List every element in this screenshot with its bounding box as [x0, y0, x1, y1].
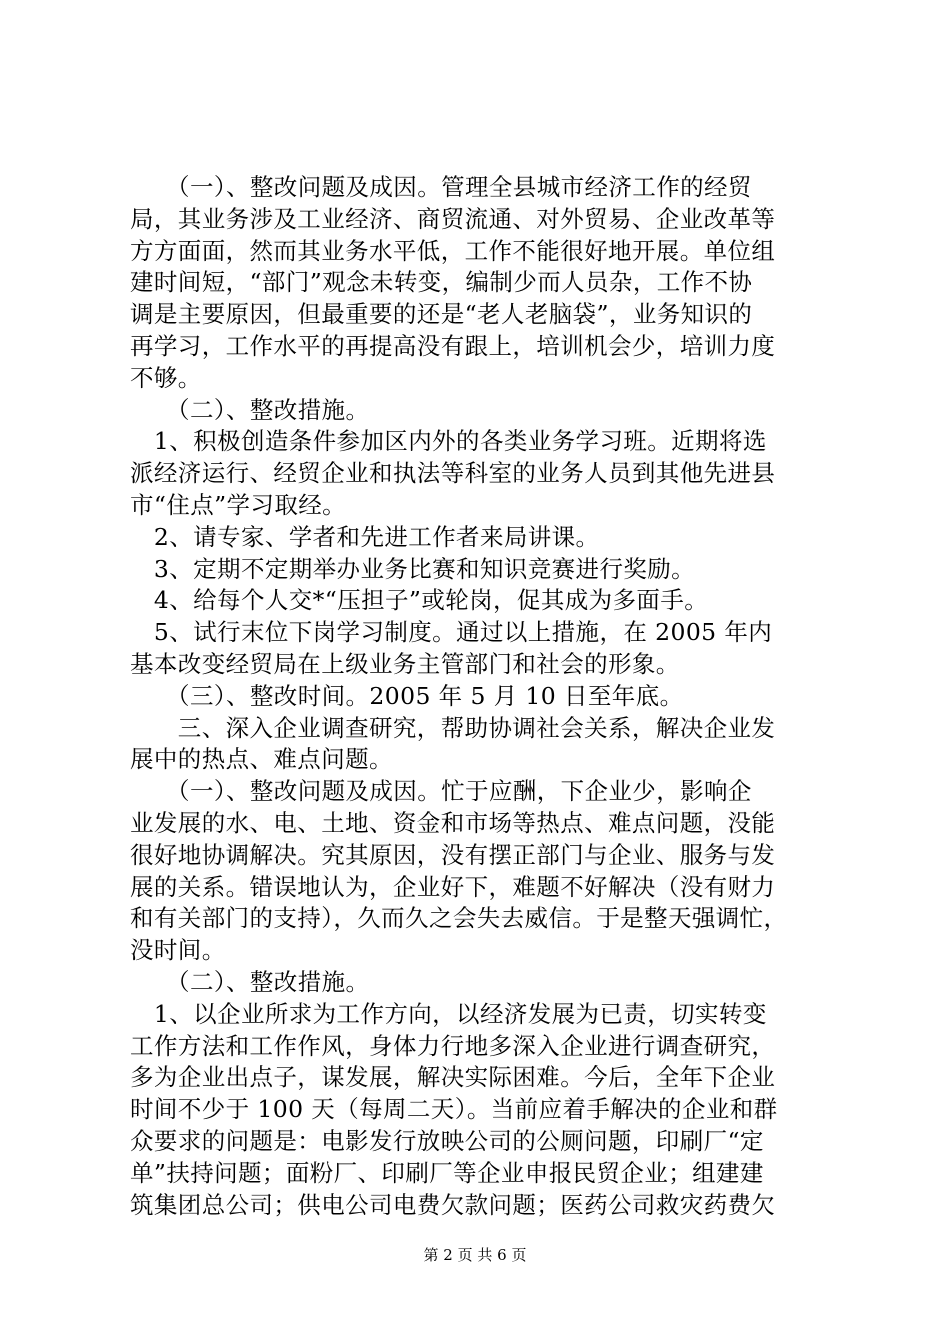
text-line: 派经济运行、经贸企业和执法等科室的业务人员到其他先进县	[130, 459, 776, 488]
text-line: 展中的热点、难点问题。	[130, 745, 393, 774]
text-line: 方方面面，然而其业务水平低，工作不能很好地开展。单位组	[130, 236, 776, 265]
text-line: 调是主要原因，但最重要的还是“老人老脑袋”，业务知识的	[130, 300, 753, 329]
text-line: 和有关部门的支持），久而久之会失去威信。于是整天强调忙，	[130, 904, 788, 933]
text-line: 5、试行末位下岗学习制度。通过以上措施，在 2005 年内	[130, 618, 773, 647]
text-line: 时间不少于 100 天（每周二天）。当前应着手解决的企业和群	[130, 1095, 778, 1124]
text-line: 三、深入企业调查研究，帮助协调社会关系，解决企业发	[130, 713, 776, 742]
text-line: 基本改变经贸局在上级业务主管部门和社会的形象。	[130, 649, 680, 678]
text-line: 多为企业出点子，谋发展，解决实际困难。今后，全年下企业	[130, 1063, 776, 1092]
text-line: 筑集团总公司；供电公司电费欠款问题；医药公司救灾药费欠	[130, 1190, 776, 1219]
text-line: 2、请专家、学者和先进工作者来局讲课。	[130, 522, 600, 551]
text-line: （三）、整改时间。2005 年 5 月 10 日至年底。	[130, 681, 684, 710]
text-line: （一）、整改问题及成因。管理全县城市经济工作的经贸	[130, 173, 752, 201]
text-line: 3、定期不定期举办业务比赛和知识竞赛进行奖励。	[130, 554, 696, 583]
text-line: （二）、整改措施。	[130, 395, 370, 424]
text-line: 单”扶持问题；面粉厂、印刷厂等企业申报民贸企业；组建建	[130, 1158, 764, 1187]
text-line: 市“住点”学习取经。	[130, 490, 347, 519]
text-line: 工作方法和工作作风，身体力行地多深入企业进行调查研究，	[130, 1031, 776, 1060]
text-line: 4、给每个人交*“压担子”或轮岗，促其成为多面手。	[130, 586, 709, 615]
page-number-label: 第 2 页 共 6 页	[423, 1246, 527, 1264]
text-line: 1、积极创造条件参加区内外的各类业务学习班。近期将选	[130, 427, 767, 456]
text-line: 很好地协调解决。究其原因，没有摆正部门与企业、服务与发	[130, 840, 776, 869]
text-line: （二）、整改措施。	[130, 967, 370, 996]
text-line: 众要求的问题是：电影发行放映公司的公厕问题，印刷厂“定	[130, 1126, 764, 1155]
page-footer	[0, 1245, 950, 1265]
text-line: 不够。	[130, 363, 202, 392]
text-line: 没时间。	[130, 936, 226, 965]
text-line: 1、以企业所求为工作方向，以经济发展为已责，切实转变	[130, 999, 767, 1028]
text-line: 建时间短，“部门”观念未转变，编制少而人员杂，工作不协	[130, 268, 753, 297]
text-line: 再学习，工作水平的再提高没有跟上，培训机会少，培训力度	[130, 331, 776, 360]
text-line: （一）、整改问题及成因。忙于应酬，下企业少，影响企	[130, 777, 752, 806]
text-line: 局，其业务涉及工业经济、商贸流通、对外贸易、企业改革等	[130, 204, 776, 233]
document-body	[130, 172, 830, 1221]
text-line: 展的关系。错误地认为，企业好下，难题不好解决（没有财力	[130, 872, 776, 901]
text-line: 业发展的水、电、土地、资金和市场等热点、难点问题，没能	[130, 808, 776, 837]
